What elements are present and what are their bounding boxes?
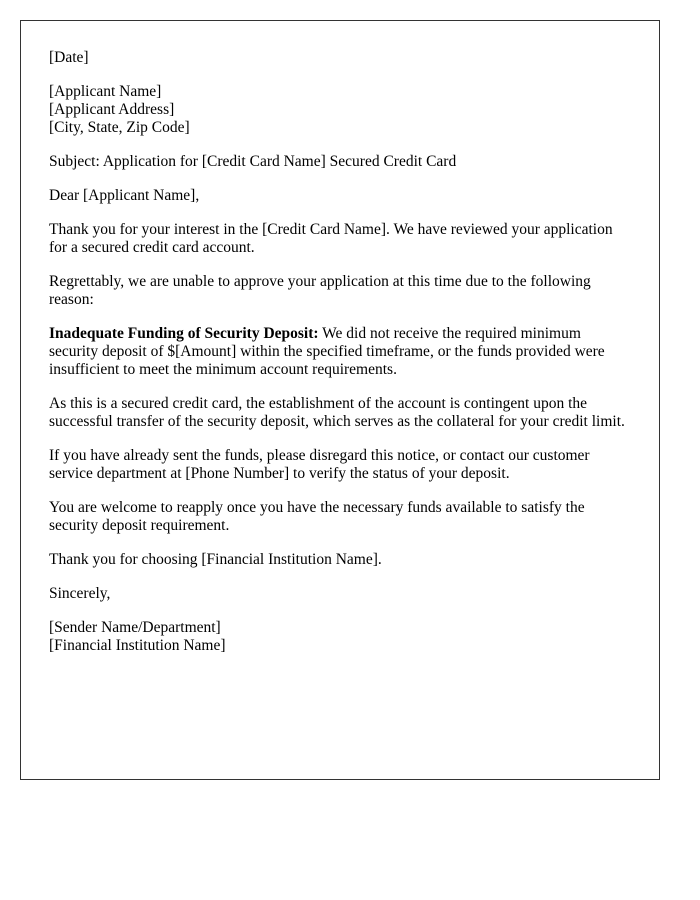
- letter-salutation: Dear [Applicant Name],: [49, 187, 200, 204]
- paragraph-contact: If you have already sent the funds, please disregard this notice, or contact our customer service department at [Phone Number] to verify the status of your deposit.: [49, 447, 590, 482]
- paragraph-thanks: Thank you for your interest in the [Credit Card Name]. We have reviewed your application for a secured credit card account.: [49, 221, 613, 256]
- signature-block: [49, 619, 631, 655]
- letter-date: [Date]: [49, 49, 89, 66]
- paragraph-explanation: As this is a secured credit card, the establishment of the account is contingent upon the successful transfer of the security deposit, which serves as the collateral for your credit limit.: [49, 395, 625, 430]
- paragraph-regret: Regrettably, we are unable to approve your application at this time due to the following reason:: [49, 273, 591, 308]
- reason-text: We did not receive the required minimum security deposit of $[Amount] within the specified timeframe, or the funds provided were insufficient to meet the minimum account requirements.: [49, 325, 605, 378]
- recipient-name: [Applicant Name]: [49, 83, 162, 100]
- reason-label: Inadequate Funding of Security Deposit:: [49, 325, 319, 342]
- signature-sender: [Sender Name/Department]: [49, 619, 221, 636]
- recipient-block: [49, 83, 631, 137]
- signature-institution: [Financial Institution Name]: [49, 637, 226, 654]
- paragraph-closing-thanks: Thank you for choosing [Financial Institution Name].: [49, 551, 382, 568]
- letter-closing: Sincerely,: [49, 585, 111, 602]
- letter-subject: Subject: Application for [Credit Card Name] Secured Credit Card: [49, 153, 457, 170]
- paragraph-reapply: You are welcome to reapply once you have the necessary funds available to satisfy the security deposit requirement.: [49, 499, 585, 534]
- recipient-address: [Applicant Address]: [49, 101, 175, 118]
- recipient-city-state-zip: [City, State, Zip Code]: [49, 119, 190, 136]
- paragraph-reason: [49, 325, 631, 379]
- letter-body: [49, 49, 631, 655]
- letter-page: [20, 20, 660, 780]
